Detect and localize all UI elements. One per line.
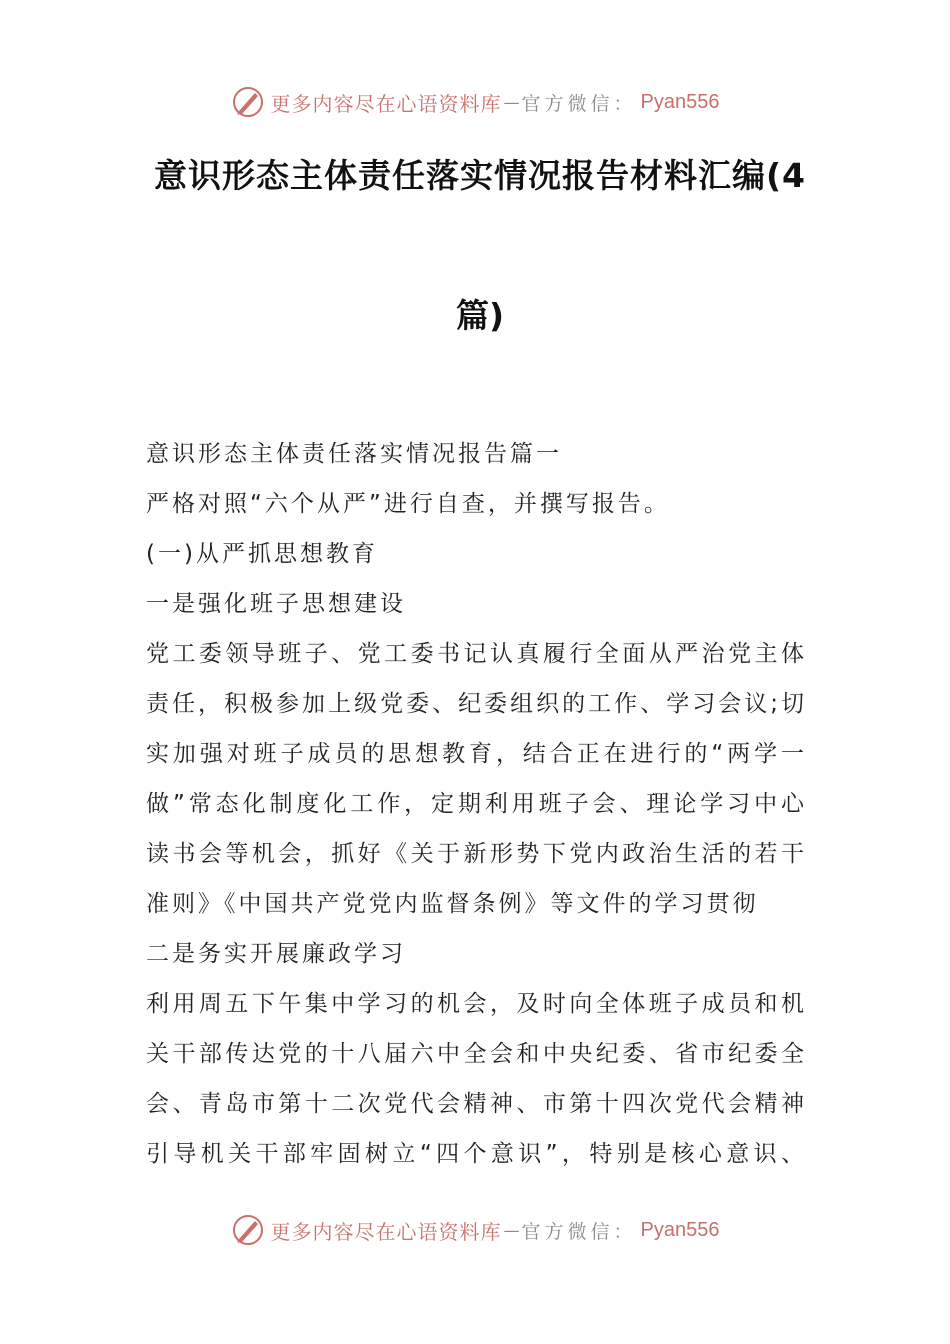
body-line: 实加强对班子成员的思想教育，结合正在进行的“两学一 bbox=[146, 741, 806, 767]
body-line: 准则》《中国共产党党内监督条例》等文件的学习贯彻 bbox=[146, 891, 759, 917]
body-line: 一是强化班子思想建设 bbox=[146, 591, 406, 617]
watermark-separator: — bbox=[503, 92, 520, 112]
body-line: 读书会等机会，抓好《关于新形势下党内政治生活的若干 bbox=[146, 841, 806, 867]
watermark-wechat-id: Pyan556 bbox=[640, 90, 720, 113]
watermark-text: 更多内容尽在心语资料库 bbox=[270, 91, 502, 116]
pen-logo-icon bbox=[231, 1213, 265, 1247]
body-line: 利用周五下午集中学习的机会，及时向全体班子成员和机 bbox=[146, 991, 806, 1017]
watermark-wechat-id: Pyan556 bbox=[640, 1218, 720, 1241]
body-line: 意识形态主体责任落实情况报告篇一 bbox=[146, 441, 562, 467]
body-line: 党工委领导班子、党工委书记认真履行全面从严治党主体 bbox=[146, 641, 806, 667]
watermark-banner-bottom bbox=[0, 1210, 950, 1250]
body-line: 会、青岛市第十二次党代会精神、市第十四次党代会精神 bbox=[146, 1091, 806, 1117]
watermark-separator: — bbox=[503, 1220, 520, 1240]
body-line: 关干部传达党的十八届六中全会和中央纪委、省市纪委全 bbox=[146, 1041, 806, 1067]
body-line: 做”常态化制度化工作，定期利用班子会、理论学习中心 bbox=[146, 791, 806, 817]
watermark-text: 更多内容尽在心语资料库 bbox=[270, 1219, 502, 1244]
body-line: 严格对照“六个从严”进行自查，并撰写报告。 bbox=[146, 491, 670, 517]
document-title-line2: 篇) bbox=[455, 296, 505, 335]
body-line: 责任，积极参加上级党委、纪委组织的工作、学习会议;切 bbox=[146, 691, 806, 717]
watermark-banner-top bbox=[0, 82, 950, 122]
body-line: 引导机关干部牢固树立“四个意识”，特别是核心意识、 bbox=[146, 1141, 806, 1167]
pen-logo-icon bbox=[231, 85, 265, 119]
document-title-line1: 意识形态主体责任落实情况报告材料汇编(4 bbox=[153, 156, 807, 195]
document-body bbox=[146, 436, 806, 1186]
body-line: (一)从严抓思想教育 bbox=[146, 541, 378, 567]
body-line: 二是务实开展廉政学习 bbox=[146, 941, 406, 967]
watermark-wechat-label: 官方微信： bbox=[521, 92, 637, 115]
watermark-wechat-label: 官方微信： bbox=[521, 1220, 637, 1243]
